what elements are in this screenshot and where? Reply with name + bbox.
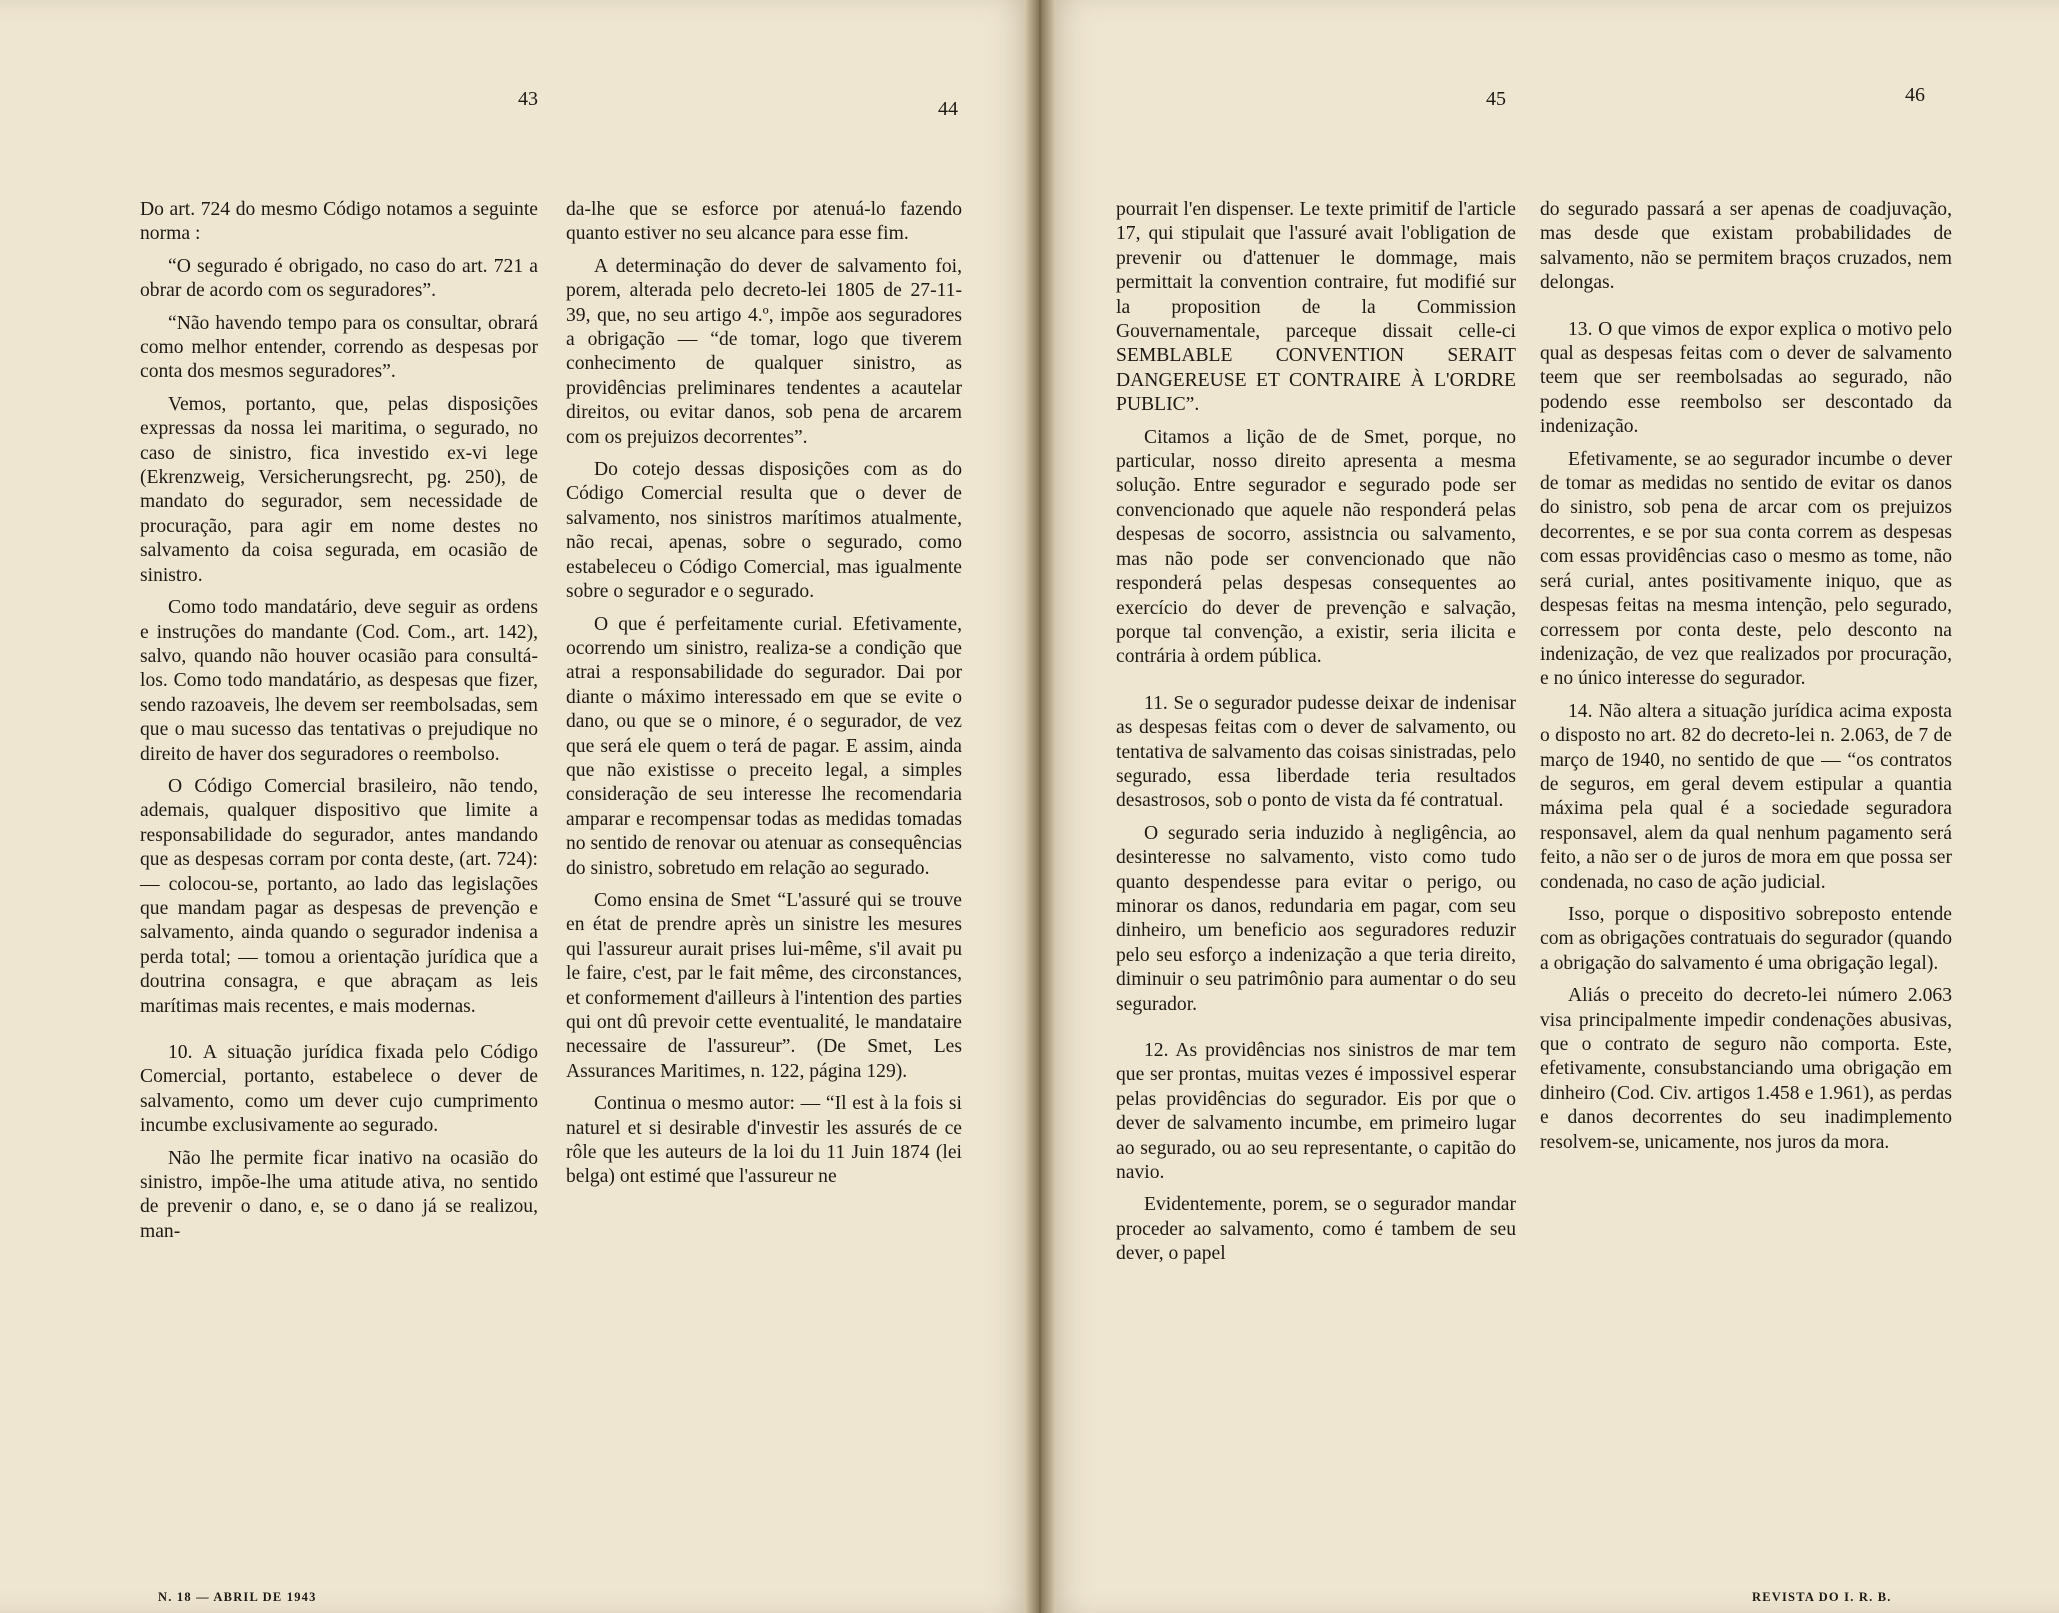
paragraph: Evidentemente, porem, se o segurador mandar proceder ao salvamento, como é tambem de seu dever, o papel bbox=[1116, 1194, 1516, 1265]
paragraph: 11. Se o segurador pudesse deixar de indenisar as despesas feitas com o dever de salvamento, ou tentativa de salvamento das coisas sinistradas, pelo segurado, essa liberdade teria resultados desastrosos, sob o ponto de vista da fé contratual. bbox=[1116, 692, 1516, 812]
paragraph: Isso, porque o dispositivo sobreposto entende com as obrigações contratuais do segurador (quando a obrigação do salvamento é uma obrigação legal). bbox=[1540, 903, 1952, 974]
page-number-46: 46 bbox=[1905, 84, 1925, 106]
paragraph: Continua o mesmo autor: — “Il est à la fois si naturel et si desirable d'investir les assurés de ce rôle que les auteurs de la loi du 11 Juin 1874 (lei belga) ont estimé que l'assureur ne bbox=[566, 1093, 962, 1188]
paragraph: Como ensina de Smet “L'assuré qui se trouve en état de prendre après un sinistre les mesures qui l'assureur aurait prises lui-même, s'il avait pu le faire, c'est, par le fait même, des circonstances, et conformement d'ailleurs à l'intention des parties qui ont dû prevoir cette eventualité, le mandataire necessaire de l'assureur”. (De Smet, Les Assurances Maritimes, n. 122, página 129). bbox=[566, 889, 962, 1082]
footer-journal: REVISTA DO I. R. B. bbox=[1752, 1590, 1892, 1604]
paragraph: Do art. 724 do mesmo Código notamos a seguinte norma : bbox=[140, 199, 538, 245]
column-page-44 bbox=[566, 198, 962, 1198]
column-page-43 bbox=[140, 198, 538, 1252]
book-gutter bbox=[1024, 0, 1056, 1613]
page-number-45: 45 bbox=[1486, 88, 1506, 110]
paragraph: Vemos, portanto, que, pelas disposições expressas da nossa lei maritima, o segurado, no caso de sinistro, fica investido ex-vi lege (Ekrenzweig, Versicherungsrecht, pg. 250), de mandato do segurador, sem necessidade de procuração, para agir em nome destes no salvamento da coisa segurada, em ocasião de sinistro. bbox=[140, 393, 538, 586]
paragraph: 13. O que vimos de expor explica o motivo pelo qual as despesas feitas com o dever de salvamento teem que ser reembolsadas ao segurado, não podendo esse reembolso ser descontado da indenização. bbox=[1540, 318, 1952, 438]
paragraph: Não lhe permite ficar inativo na ocasião do sinistro, impõe-lhe uma atitude ativa, no sentido de prevenir o dano, e, se o dano já se realizou, man- bbox=[140, 1147, 538, 1242]
paragraph: “O segurado é obrigado, no caso do art. 721 a obrar de acordo com os seguradores”. bbox=[140, 255, 538, 302]
footer-issue: N. 18 — ABRIL DE 1943 bbox=[158, 1590, 317, 1604]
page-number-43: 43 bbox=[518, 88, 538, 110]
paragraph: pourrait l'en dispenser. Le texte primitif de l'article 17, qui stipulait que l'assuré avait l'obligation de prevenir ou d'attenuer le dommage, mais permittait la convention contraire, fut modifié sur la proposition de la Commission Gouvernamentale, parceque dissait celle-ci SEMBLABLE CONVENTION SERAIT DANGEREUSE ET CONTRAIRE À L'ORDRE PUBLIC”. bbox=[1116, 199, 1516, 416]
paragraph: 12. As providências nos sinistros de mar tem que ser prontas, muitas vezes é impossivel esperar pelas providências do segurador. Eis por que o dever de salvamento incumbe, em primeiro lugar ao segurado, ou ao seu representante, o capitão do navio. bbox=[1116, 1040, 1516, 1184]
paragraph: 14. Não altera a situação jurídica acima exposta o disposto no art. 82 do decreto-lei n. 2.063, de 7 de março de 1940, no sentido de que — “os contratos de seguros, em geral devem estipular a quantia máxima pela qual é a sociedade seguradora responsavel, alem da qual nenhum pagamento será feito, a não ser o de juros de mora em que possa ser condenada, no caso de ação judicial. bbox=[1540, 700, 1952, 893]
paragraph: “Não havendo tempo para os consultar, obrará como melhor entender, correndo as despesas por conta dos mesmos seguradores”. bbox=[140, 312, 538, 383]
paragraph: O Código Comercial brasileiro, não tendo, ademais, qualquer dispositivo que limite a responsabilidade do segurador, antes mandando que as despesas corram por conta deste, (art. 724): — colocou-se, portanto, ao lado das legislações que mandam pagar as despesas de prevenção e salvamento, ainda quando o segurador indenisa a perda total; — tomou a orientação jurídica que a doutrina consagra, e que abraçam as leis marítimas mais recentes, e mais modernas. bbox=[140, 775, 538, 1017]
paragraph: O que é perfeitamente curial. Efetivamente, ocorrendo um sinistro, realiza-se a condição que atrai a responsabilidade do segurador. Dai por diante o máximo interessado em que se evite o dano, ou que se o minore, é o segurador, de vez que será ele quem o terá de pagar. E assim, ainda que não existisse o preceito legal, a simples consideração de seu interesse lhe recomendaria amparar e recompensar todas as medidas tomadas no sentido de renovar ou atenuar as consequências do sinistro, sobretudo em relação ao segurado. bbox=[566, 613, 962, 879]
paragraph: O segurado seria induzido à negligência, ao desinteresse no salvamento, visto como tudo quanto despendesse para evitar o perigo, ou minorar os danos, redundaria em pagar, com seu dinheiro, um beneficio aos seguradores reduzir pelo seu esforço a indenização a que teria direito, diminuir o seu patrimônio para aumentar o do seu segurador. bbox=[1116, 822, 1516, 1015]
paragraph: Como todo mandatário, deve seguir as ordens e instruções do mandante (Cod. Com., art. 142), salvo, quando não houver ocasião para consultá-los. Como todo mandatário, as despesas que fizer, sendo razoaveis, lhe devem ser reembolsadas, sem que o mau sucesso das tentativas o prejudique no direito de haver dos seguradores o reembolso. bbox=[140, 597, 538, 765]
paragraph: 10. A situação jurídica fixada pelo Código Comercial, portanto, estabelece o dever de salvamento, como um dever cujo cumprimento incumbe exclusivamente ao segurado. bbox=[140, 1042, 538, 1137]
paragraph: Aliás o preceito do decreto-lei número 2.063 visa principalmente impedir condenações abusivas, que o contrato de seguro não comporta. Este, efetivamente, consubstanciando uma obrigação em dinheiro (Cod. Civ. artigos 1.458 e 1.961), as perdas e danos decorrentes do seu inadimplemento resolvem-se, unicamente, nos juros da mora. bbox=[1540, 985, 1952, 1153]
paragraph: Efetivamente, se ao segurador incumbe o dever de tomar as medidas no sentido de evitar os danos do sinistro, sob pena de arcar com os prejuizos decorrentes, e se por sua conta correm as despesas com essas providências caso o mesmo as tome, não será curial, antes positivamente iniquo, que as despesas feitas na mesma intenção, pelo segurado, corressem por conta deste, pelo desconto na indenização, de vez que realizados por procuração, e no único interesse do segurador. bbox=[1540, 448, 1952, 690]
paragraph: Citamos a lição de de Smet, porque, no particular, nosso direito apresenta a mesma solução. Entre segurador e segurado pode ser convencionado que aquele não responderá pelas despesas de socorro, assistncia ou salvamento, mas não pode ser convencionado que não responderá pelas despesas consequentes ao exercício do dever de prevenção e salvação, porque tal convenção, a existir, seria ilicita e contrária à ordem pública. bbox=[1116, 426, 1516, 668]
paragraph: A determinação do dever de salvamento foi, porem, alterada pelo decreto-lei 1805 de 27-11-39, que, no seu artigo 4.º, impõe aos seguradores a obrigação — “de tomar, logo que tiverem conhecimento de qualquer sinistro, as providências preliminares tendentes a acautelar direitos, ou evitar danos, sob pena de arcarem com os prejuizos decorrentes”. bbox=[566, 255, 962, 448]
column-page-45 bbox=[1116, 198, 1516, 1275]
paragraph: Do cotejo dessas disposições com as do Código Comercial resulta que o dever de salvamento, nos sinistros marítimos atualmente, não recai, apenas, sobre o segurado, como estabeleceu o Código Comercial, mas igualmente sobre o segurador e o segurado. bbox=[566, 459, 962, 603]
column-page-46 bbox=[1540, 198, 1952, 1163]
paragraph: da-lhe que se esforce por atenuá-lo fazendo quanto estiver no seu alcance para esse fim. bbox=[566, 199, 962, 245]
page-number-44: 44 bbox=[938, 98, 958, 120]
paragraph: do segurado passará a ser apenas de coadjuvação, mas desde que existam probabilidades de salvamento, não se permitem braços cruzados, nem delongas. bbox=[1540, 199, 1952, 294]
